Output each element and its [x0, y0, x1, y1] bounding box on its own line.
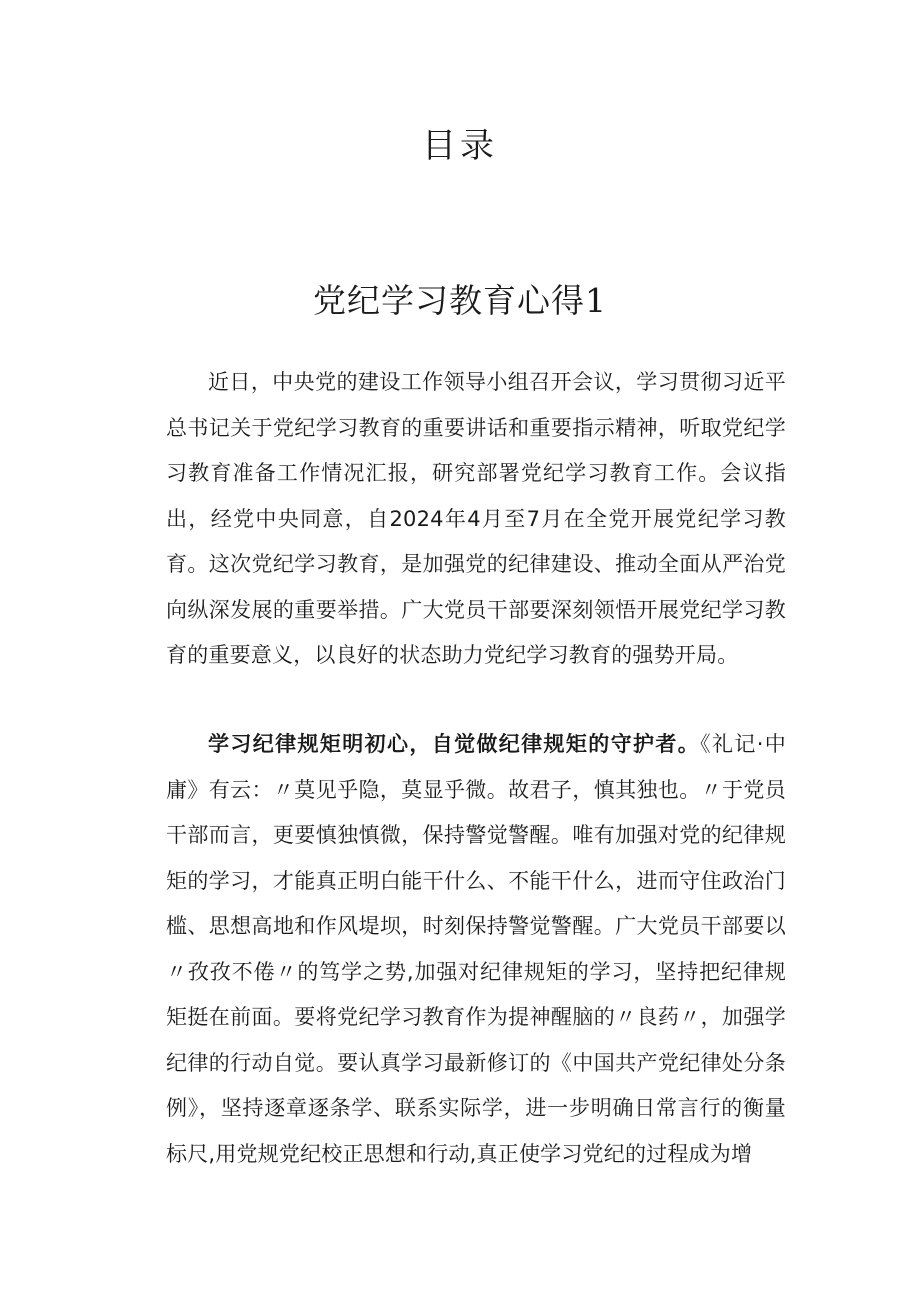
paragraph-lead-heading: 学习纪律规矩明初心，自觉做纪律规矩的守护者。	[208, 732, 701, 756]
paragraph-text: 《礼记·中庸》有云：〃莫见乎隐，莫显乎微。故君子，慎其独也。〃于党员干部而言，更要慎独慎微，保持警觉警醒。唯有加强对党的纪律规矩的学习，才能真正明白能干什么、不能干什么，进而守住政治门槛、思想高地和作风堤坝，时刻保持警觉警醒。广大党员干部要以〃孜孜不倦〃的笃学之势,加强对纪律规矩的学习，坚持把纪律规矩挺在前面。要将党纪学习教育作为提神醒脑的〃良药〃，加强学纪律的行动自觉。要认真学习最新修订的《中国共产党纪律处分条例》，坚持逐章逐条学、联系实际学，进一步明确日常言行的衡量标尺,用党规党纪校正思想和行动,真正使学习党纪的过程成为增	[166, 732, 786, 1166]
paragraph-discipline	[166, 722, 786, 1177]
toc-title: 目录	[422, 126, 498, 166]
paragraph-text: 近日，中央党的建设工作领导小组召开会议，学习贯彻习近平总书记关于党纪学习教育的重要讲话和重要指示精神，听取党纪学习教育准备工作情况汇报，研究部署党纪学习教育工作。会议指出，经党中央同意，自2024年4月至7月在全党开展党纪学习教育。这次党纪学习教育，是加强党的纪律建设、推动全面从严治党向纵深发展的重要举措。广大党员干部要深刻领悟开展党纪学习教育的重要意义，以良好的状态助力党纪学习教育的强势开局。	[166, 370, 786, 667]
paragraph-intro	[166, 360, 786, 679]
article-title: 党纪学习教育心得1	[313, 281, 607, 320]
